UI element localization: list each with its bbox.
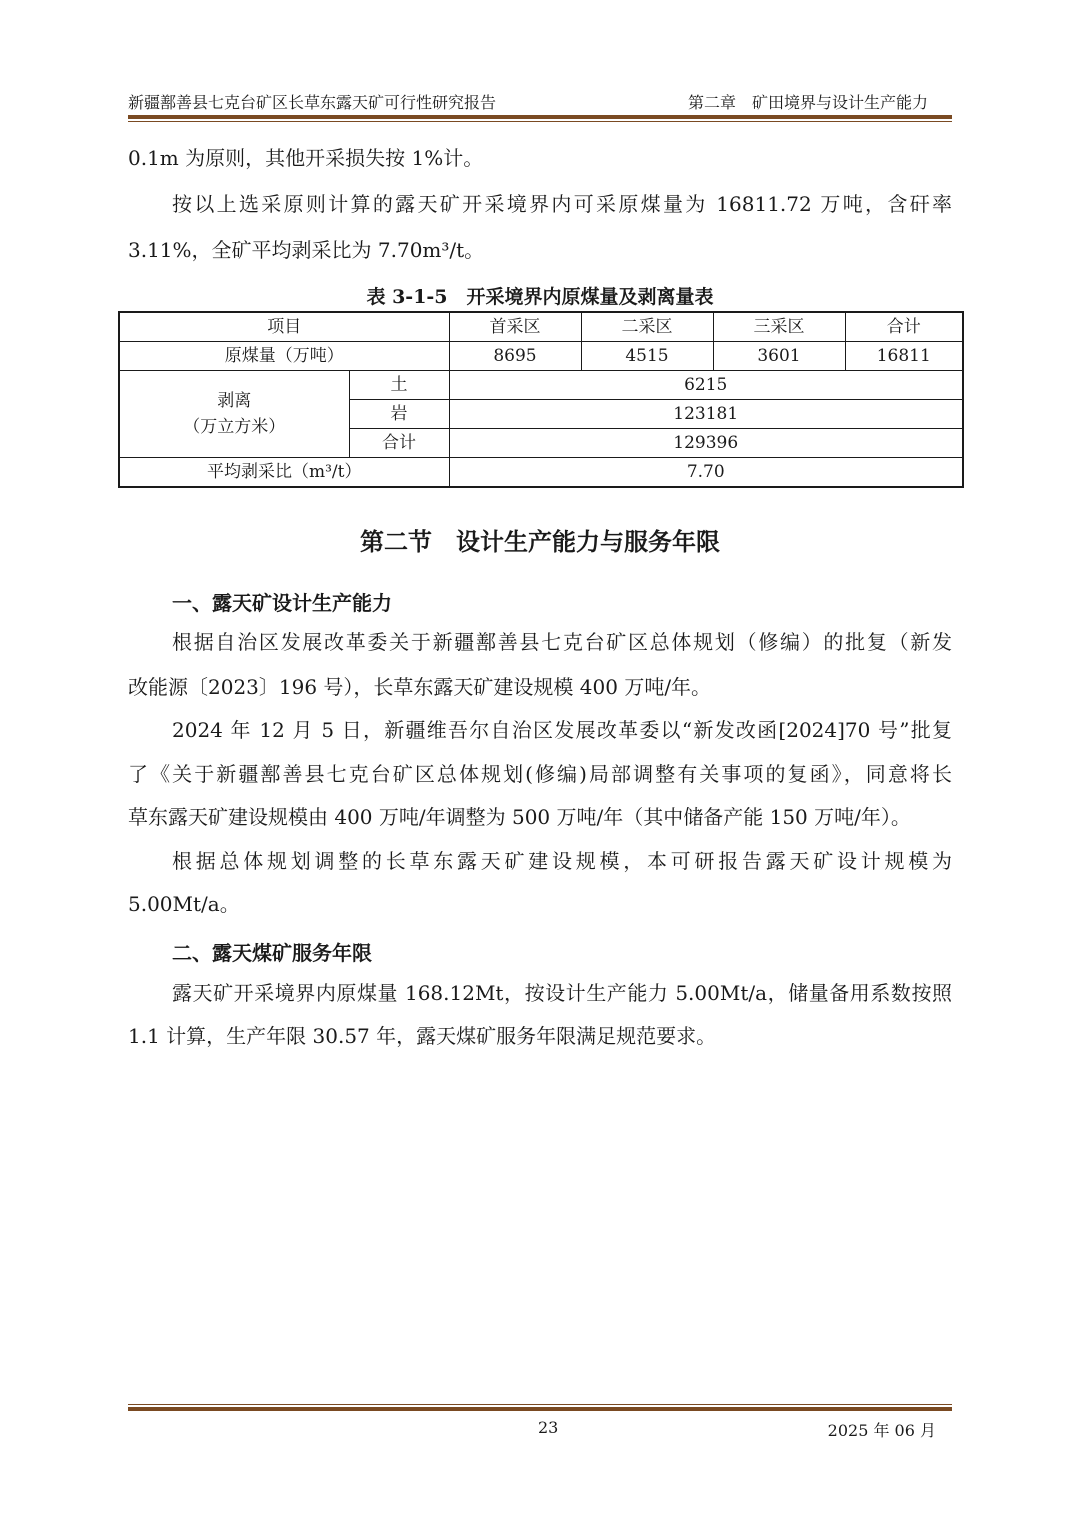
stripping-label <box>119 371 349 458</box>
table-caption: 表 3-1-5 开采境界内原煤量及剥离量表 <box>366 286 714 308</box>
paragraph-design-scale-line1: 根据总体规划调整的长草东露天矿建设规模，本可研报告露天矿设计规模为 <box>172 849 952 873</box>
footer-rule-thick <box>128 1407 952 1411</box>
paragraph-loss-rule: 0.1m 为原则，其他开采损失按 1%计。 <box>128 146 484 170</box>
paragraph-adjustment-line1: 2024 年 12 月 5 日，新疆维吾尔自治区发展改革委以“新发改函[2024]70 号”批复 <box>172 718 952 742</box>
stripping-label-line1: 剥离 <box>217 391 252 411</box>
table-header-item: 项目 <box>119 312 449 342</box>
stripping-label-line2: （万立方米） <box>183 417 286 437</box>
stripping-soil-value: 6215 <box>449 371 963 400</box>
header-left: 新疆鄯善县七克台矿区长草东露天矿可行性研究报告 <box>128 93 497 112</box>
table-header-row <box>119 312 963 342</box>
table-header-total: 合计 <box>845 312 963 342</box>
subheading-service-life: 二、露天煤矿服务年限 <box>172 941 372 965</box>
table-header-first-area: 首采区 <box>449 312 581 342</box>
table-header-second-area: 二采区 <box>581 312 713 342</box>
footer-date: 2025 年 06 月 <box>827 1421 936 1440</box>
ratio-label: 平均剥采比（m³/t） <box>119 458 449 488</box>
stripping-total-label: 合计 <box>349 429 449 458</box>
header-rule-thick <box>128 115 952 119</box>
page-number: 23 <box>538 1418 559 1437</box>
stripping-rock-value: 123181 <box>449 400 963 429</box>
subheading-capacity: 一、露天矿设计生产能力 <box>172 591 392 615</box>
paragraph-service-life-line1: 露天矿开采境界内原煤量 168.12Mt，按设计生产能力 5.00Mt/a，储量备用系数按照 <box>172 981 952 1005</box>
coal-row-label: 原煤量（万吨） <box>119 342 449 371</box>
coal-second-area: 4515 <box>581 342 713 371</box>
coal-total: 16811 <box>845 342 963 371</box>
table-row-soil <box>119 371 963 400</box>
table-row-coal <box>119 342 963 371</box>
paragraph-adjustment-line2: 了《关于新疆鄯善县七克台矿区总体规划(修编)局部调整有关事项的复函》，同意将长 <box>128 762 952 786</box>
paragraph-adjustment-line3: 草东露天矿建设规模由 400 万吨/年调整为 500 万吨/年（其中储备产能 150 万吨/年）。 <box>128 805 911 829</box>
section-title: 第二节 设计生产能力与服务年限 <box>360 527 720 556</box>
table-header-third-area: 三采区 <box>713 312 845 342</box>
coal-third-area: 3601 <box>713 342 845 371</box>
stripping-total-value: 129396 <box>449 429 963 458</box>
header-right: 第二章 矿田境界与设计生产能力 <box>687 93 928 112</box>
paragraph-coal-volume-line1: 按以上选采原则计算的露天矿开采境界内可采原煤量为 16811.72 万吨，含矸率 <box>172 192 952 216</box>
coal-first-area: 8695 <box>449 342 581 371</box>
footer-rule-thin <box>128 1404 952 1405</box>
paragraph-design-scale-line2: 5.00Mt/a。 <box>128 892 240 916</box>
paragraph-coal-volume-line2: 3.11%，全矿平均剥采比为 7.70m³/t。 <box>128 238 485 262</box>
paragraph-service-life-line2: 1.1 计算，生产年限 30.57 年，露天煤矿服务年限满足规范要求。 <box>128 1024 717 1048</box>
stripping-soil-label: 土 <box>349 371 449 400</box>
table-row-ratio <box>119 458 963 488</box>
stripping-rock-label: 岩 <box>349 400 449 429</box>
paragraph-approval-line2: 改能源〔2023〕196 号），长草东露天矿建设规模 400 万吨/年。 <box>128 675 712 699</box>
paragraph-approval-line1: 根据自治区发展改革委关于新疆鄯善县七克台矿区总体规划（修编）的批复（新发 <box>172 630 952 654</box>
coal-stripping-table <box>118 311 964 488</box>
header-rule-thin <box>128 121 952 122</box>
ratio-value: 7.70 <box>449 458 963 488</box>
